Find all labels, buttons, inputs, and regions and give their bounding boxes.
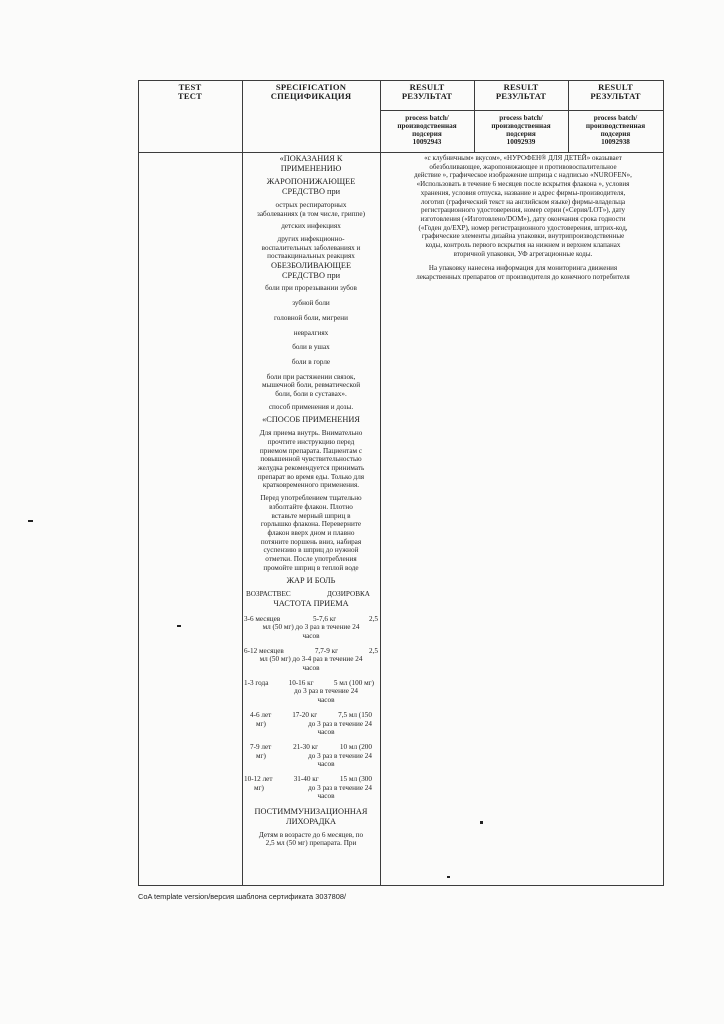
result-line: хранения, условия отпуска, название и адрес фирмы-производителя, (420, 188, 626, 197)
result-line: коды, контроль первого вскрытия на нижнем и верхнем клапанах (425, 241, 621, 250)
dose-cell: 5 мл (100 мг) (333, 678, 374, 687)
spec-line: мышечной боли, ревматической (261, 381, 361, 390)
dose-detail: мг) (254, 783, 264, 792)
batch-cell-3 (568, 114, 663, 146)
dose-detail: мг) (256, 751, 266, 760)
batch-label: process batch/ (405, 114, 449, 122)
result-line: («Годен до/EXP), номер регистрационного удостоверения, штрих-код, (418, 223, 628, 232)
test-header-en: TEST (178, 82, 202, 92)
age-cell: 7-9 лет (250, 742, 272, 751)
dose-detail: до 3 раз в течение 24 (308, 783, 372, 792)
dose-detail: часов (317, 696, 335, 705)
column-divider-spec (380, 80, 381, 886)
dose-detail: мг) (256, 719, 266, 728)
weight-cell: 21-30 кг (293, 742, 319, 751)
dose-detail: до 3 раз в течение 24 (294, 687, 358, 696)
scan-speck (28, 520, 33, 522)
result-line: логотип (графический текст на английском языке) фирмы-владельца (420, 197, 626, 206)
batch-cell-2 (474, 114, 568, 146)
spec-header-ru: СПЕЦИФИКАЦИЯ (270, 91, 352, 101)
dosage-row-cont (242, 784, 380, 793)
spec-line: потяните поршень вниз, набирая (260, 537, 362, 546)
dose-detail: часов (302, 664, 320, 673)
result-line: вторичной упаковки, УФ агрегационные коды. (453, 249, 593, 258)
template-version-footer: CoA template version/версия шаблона сертификата 3037808/ (138, 892, 347, 901)
result-header-en: RESULT (409, 82, 445, 92)
spec-line: зубной боли (292, 299, 330, 308)
result-line: изготовления («Изготовлено/DOM»), дату окончания срока годности (420, 214, 626, 223)
dosage-table-header (242, 590, 380, 599)
spec-line: препарат во время еды. Только для (257, 472, 365, 481)
batch-label: подсерия (600, 130, 631, 138)
spec-line: боли при растяжении связок, (266, 372, 356, 381)
spec-line: Перед употреблением тщательно (260, 494, 362, 503)
spec-line: промойте шприц в теплой воде (263, 563, 359, 572)
batch-label: производственная (397, 122, 457, 130)
weight-cell: 7,7-9 кг (314, 646, 339, 655)
dosage-row (242, 679, 380, 688)
batch-label: process batch/ (499, 114, 543, 122)
spec-line: СРЕДСТВО при (281, 187, 341, 197)
result-line: действие », графическое изображение шприца с надписью «NUROFEN», (414, 171, 632, 180)
result-header-ru: РЕЗУЛЬТАТ (495, 91, 547, 101)
batch-label: производственная (585, 122, 646, 130)
result-line: «с клубничным» вкусом», «НУРОФЕН® ДЛЯ ДЕТЕЙ» оказывает (424, 154, 622, 162)
result-header-2 (474, 83, 568, 101)
dose-detail: мл (50 мг) до 3-4 раз в течение 24 (259, 655, 363, 664)
result-header-ru: РЕЗУЛЬТАТ (590, 91, 641, 101)
certificate-table (138, 80, 664, 886)
dosage-row (242, 647, 380, 656)
dose-detail: часов (317, 760, 335, 769)
result-line: графические элементы дизайна упаковки, внутрипроизводственные (421, 232, 625, 241)
spec-line: боли, боли в суставах». (275, 390, 347, 399)
spec-line: Детям в возрасте до 6 месяцев, по (258, 830, 364, 839)
weight-cell: 31-40 кг (293, 775, 319, 784)
dosage-header: ДОЗИРОВКА (327, 590, 370, 599)
dose-cell: 7,5 мл (150 (338, 710, 372, 719)
batch-label: производственная (491, 122, 551, 130)
weight-cell: 17-20 кг (292, 710, 318, 719)
spec-line: горлышко флакона. Переверните (260, 520, 362, 529)
spec-line: воспалительных заболеваниях и (261, 243, 361, 252)
spec-line: Для приема внутрь. Внимательно (259, 429, 363, 438)
age-cell: 10-12 лет (244, 775, 273, 784)
result-text (384, 154, 662, 282)
table-top-border (138, 80, 664, 81)
table-right-border (663, 80, 664, 886)
result-line: «Использовать в течение 6 месяцев после вскрытия флакона », условия (416, 180, 630, 189)
spec-line: головной боли, мигрени (274, 313, 348, 322)
spec-line: ЖАРОПОНИЖАЮЩЕЕ (266, 177, 356, 187)
dose-cell: 2,5 (369, 614, 378, 623)
result-line: На упаковку нанесена информация для мониторинга движения (428, 264, 618, 273)
spec-line: кратковременного применения. (262, 481, 360, 490)
spec-line: невралгиях (293, 328, 329, 337)
table-left-border (138, 80, 139, 886)
spec-line: «СПОСОБ ПРИМЕНЕНИЯ (262, 415, 360, 425)
age-weight-header: ВОЗРАСТВЕС (246, 590, 291, 599)
spec-line: ПОСТИММУНИЗАЦИОННАЯ (254, 807, 368, 817)
scan-speck (447, 876, 450, 878)
dose-detail: часов (317, 792, 335, 801)
spec-line: ЖАР И БОЛЬ (286, 576, 336, 586)
spec-line: ЛИХОРАДКА (286, 816, 336, 826)
spec-line: других инфекционно- (277, 234, 345, 243)
dose-cell: 10 мл (200 (339, 742, 372, 751)
dosage-row (242, 615, 380, 624)
spec-line: вставьте мерный шприц в (271, 511, 351, 520)
spec-line: СРЕДСТВО при (281, 270, 341, 280)
result-header-ru: РЕЗУЛЬТАТ (401, 91, 453, 101)
weight-cell: 10-16 кг (288, 678, 314, 687)
dose-cell: 2,5 (369, 646, 378, 655)
header-divider (380, 110, 664, 111)
spec-header-en: SPECIFICATION (275, 82, 347, 92)
result-header-en: RESULT (503, 82, 539, 92)
spec-line: боли при прорезывании зубов (265, 284, 357, 293)
header-bottom-border (138, 152, 664, 153)
dose-detail: часов (302, 631, 320, 640)
batch-number: 10092939 (506, 138, 536, 146)
dosage-row (242, 711, 380, 720)
spec-line: приемом препарата. Пациентам с (259, 446, 363, 455)
spec-line: заболеваниях (в том числе, гриппе) (257, 209, 365, 218)
spec-header (242, 83, 380, 101)
scan-speck (480, 821, 483, 824)
spec-line: флакон вверх дном и плавно (267, 528, 355, 537)
spec-line: суспензию в шприц до нужной (263, 546, 359, 555)
age-cell: 4-6 лет (250, 710, 272, 719)
test-header (138, 83, 242, 101)
scan-speck (177, 625, 181, 627)
dosage-row-cont (242, 752, 380, 761)
age-cell: 1-3 года (244, 678, 269, 687)
spec-line: острых респираторных (275, 200, 347, 209)
age-cell: 3-6 месяцев (244, 614, 281, 623)
spec-line: ПРИМЕНЕНИЮ (280, 163, 342, 173)
dosage-row-cont (242, 720, 380, 729)
spec-line: желудка рекомендуется принимать (257, 463, 365, 472)
dosage-row (242, 743, 380, 752)
dose-cell: 15 мл (300 (339, 775, 372, 784)
dose-detail: до 3 раз в течение 24 (308, 751, 372, 760)
batch-cell-1 (380, 114, 474, 146)
age-cell: 6-12 месяцев (244, 646, 284, 655)
dosage-row (242, 775, 380, 784)
spec-line: «ПОКАЗАНИЯ К (279, 154, 343, 163)
result-header-en: RESULT (598, 82, 633, 92)
result-line: регистрационного удостоверения, номер серии («Серия/LOT»), дату (420, 206, 625, 215)
spec-line: способ применения и дозы. (268, 402, 354, 411)
spec-line: взболтайте флакон. Плотно (269, 502, 353, 511)
result-header-1 (380, 83, 474, 101)
spec-line: ОБЕЗБОЛИВАЮЩЕЕ (270, 261, 352, 271)
spec-line: повышенной чувствительностью (260, 455, 362, 464)
spec-line: поствакцинальных реакциях (267, 252, 355, 261)
result-header-3 (568, 83, 663, 101)
batch-label: подсерия (506, 130, 536, 138)
batch-label: подсерия (412, 130, 442, 138)
frequency-header: ЧАСТОТА ПРИЕМА (273, 598, 349, 608)
spec-line: боли в ушах (292, 343, 330, 352)
batch-label: process batch/ (593, 114, 638, 122)
spec-line: детских инфекциях (281, 222, 341, 231)
dose-detail: часов (317, 728, 335, 737)
result-line: обезболивающее, жаропонижающее и противовоспалительное (429, 162, 617, 171)
batch-number: 10092938 (601, 138, 630, 146)
weight-cell: 5-7,6 кг (313, 614, 337, 623)
table-bottom-border (138, 885, 664, 886)
spec-line: отметки. После употребления (265, 555, 357, 564)
dose-detail: до 3 раз в течение 24 (308, 719, 372, 728)
spec-line: прочтите инструкцию перед (267, 437, 355, 446)
spec-line: 2,5 мл (50 мг) препарата. При (265, 839, 357, 848)
test-header-ru: ТЕСТ (177, 91, 203, 101)
specification-text (242, 154, 380, 886)
spec-line: боли в горле (291, 357, 331, 366)
dose-detail: мл (50 мг) до 3 раз в течение 24 (262, 623, 360, 632)
batch-number: 10092943 (412, 138, 442, 146)
result-line: лекарственных препаратов от производителя до конечного потребителя (416, 273, 630, 282)
